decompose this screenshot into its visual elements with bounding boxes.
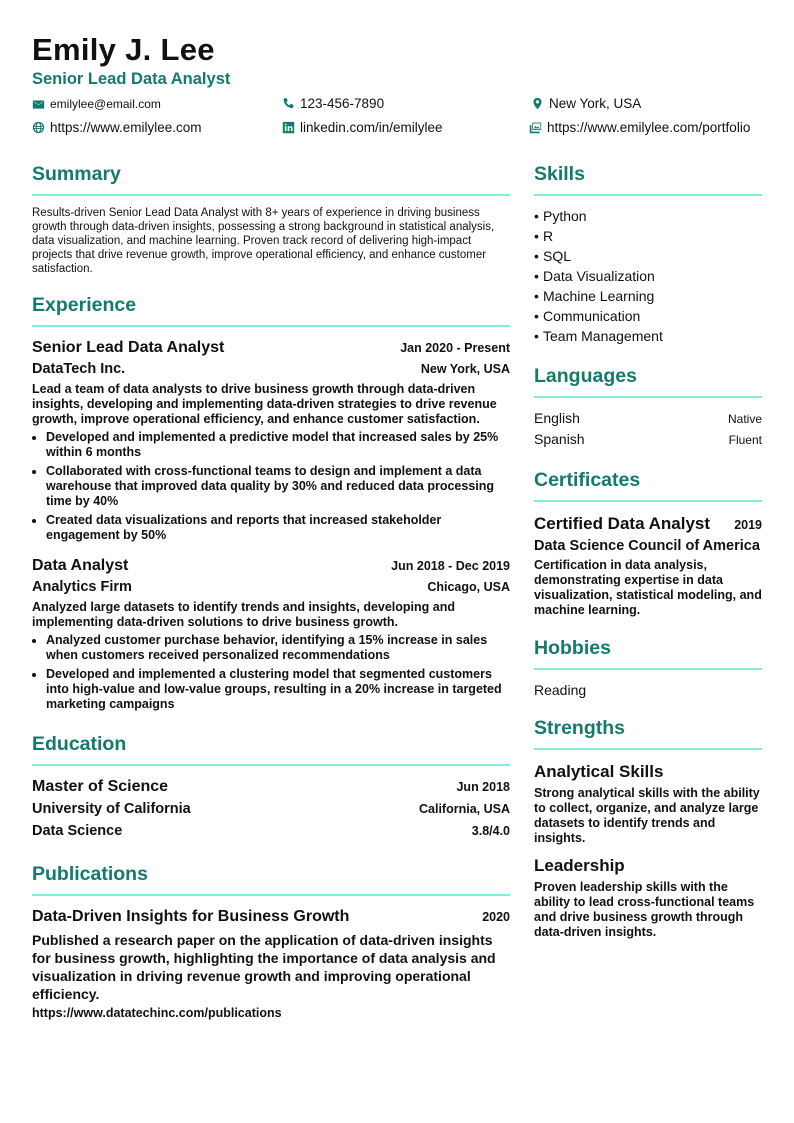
language-level: Fluent <box>728 433 762 447</box>
strength-title: Analytical Skills <box>534 762 664 781</box>
hobbies-heading: Hobbies <box>534 637 611 659</box>
list-item: • Collaborated with cross-functional teams to design and implement a data warehouse that improved data quality by 30% and reduced data processing time by 40% <box>46 464 510 509</box>
languages-section <box>534 362 762 450</box>
envelope-icon <box>32 98 45 111</box>
language-item <box>534 429 762 450</box>
strength-description: Proven leadership skills with the ability to lead cross-functional teams and drive business growth through data-driven insights. <box>534 880 755 939</box>
globe-icon <box>32 121 45 134</box>
certificate-year: 2019 <box>734 518 762 532</box>
education-heading: Education <box>32 733 127 755</box>
publication-title: Data-Driven Insights for Business Growth <box>32 908 350 925</box>
skill-item: • Data Visualization <box>534 268 655 284</box>
contact-linkedin[interactable] <box>282 120 443 135</box>
job-location: Chicago, USA <box>427 580 510 594</box>
edu-degree: Master of Science <box>32 778 169 795</box>
job-achievements <box>32 633 510 712</box>
job-entry <box>32 555 510 712</box>
section-divider <box>534 194 762 196</box>
section-divider <box>534 500 762 502</box>
skills-heading: Skills <box>534 163 585 185</box>
section-divider <box>534 748 762 750</box>
experience-section <box>32 291 510 712</box>
edu-school: University of California <box>32 801 191 817</box>
summary-heading: Summary <box>32 163 121 185</box>
skill-item: • Communication <box>534 308 641 324</box>
list-item: • Analyzed customer purchase behavior, identifying a 15% increase in sales when customers received personalized recommendations <box>46 633 510 663</box>
contact-email-text: emilylee@email.com <box>50 97 161 111</box>
contact-website-text: https://www.emilylee.com <box>50 120 202 135</box>
candidate-name: Emily J. Lee <box>32 32 215 67</box>
phone-icon <box>282 97 295 110</box>
section-divider <box>32 325 510 327</box>
skill-item: • SQL <box>534 248 572 264</box>
strength-title: Leadership <box>534 856 625 875</box>
section-divider <box>32 894 510 896</box>
publication-link[interactable]: https://www.datatechinc.com/publications <box>32 1006 282 1020</box>
job-dates: Jun 2018 - Dec 2019 <box>391 559 510 573</box>
list-item: • Developed and implemented a clustering model that segmented customers into high-value and low-value groups, resulting in a 20% increase in targeted marketing campaigns <box>46 667 510 712</box>
edu-gpa: 3.8/4.0 <box>471 824 510 838</box>
contact-info <box>32 97 770 147</box>
certificates-section <box>534 466 762 618</box>
summary-section <box>32 160 510 276</box>
contact-phone[interactable] <box>282 96 384 111</box>
list-item: • Created data visualizations and reports that increased stakeholder engagement by 50% <box>46 513 510 543</box>
map-pin-icon <box>531 97 544 110</box>
skill-item: • R <box>534 228 554 244</box>
candidate-title: Senior Lead Data Analyst <box>32 70 231 88</box>
resume-header <box>32 30 770 147</box>
education-section <box>32 730 510 842</box>
languages-heading: Languages <box>534 365 637 387</box>
hobby-item: Reading <box>534 682 587 698</box>
publication-year: 2020 <box>482 910 510 924</box>
job-description: Analyzed large datasets to identify trends and insights, developing and implementing data-driven solutions to drive business growth. <box>32 600 455 629</box>
skill-item: • Python <box>534 208 587 224</box>
contact-email[interactable] <box>32 97 161 111</box>
contact-website[interactable] <box>32 120 202 135</box>
language-level: Native <box>727 412 762 426</box>
section-divider <box>534 668 762 670</box>
job-location: New York, USA <box>420 362 510 376</box>
language-name: Spanish <box>534 431 585 447</box>
right-column <box>534 160 762 940</box>
strengths-heading: Strengths <box>534 717 626 739</box>
edu-location: California, USA <box>419 802 510 816</box>
language-name: English <box>534 410 580 426</box>
skill-item: • Team Management <box>534 328 663 344</box>
job-achievements <box>32 430 510 543</box>
skills-section <box>534 160 762 346</box>
experience-heading: Experience <box>32 294 137 316</box>
strengths-section <box>534 714 762 940</box>
contact-location-text: New York, USA <box>549 96 642 111</box>
contact-portfolio-text: https://www.emilylee.com/portfolio <box>547 120 751 135</box>
linkedin-icon <box>282 121 295 134</box>
contact-portfolio[interactable] <box>529 120 750 135</box>
section-divider <box>534 396 762 398</box>
contact-phone-text: 123-456-7890 <box>300 96 385 111</box>
edu-field: Data Science <box>32 823 123 839</box>
left-column <box>32 160 510 1020</box>
job-description: Lead a team of data analysts to drive business growth through data-driven insights, developing and implementing data-driven strategies to drive revenue growth, improve operational efficiency, and enhance customer satisfaction. <box>32 382 497 426</box>
publication-description: Published a research paper on the application of data-driven insights for business growth, highlighting the importance of data analysis and visualization in driving revenue growth and improving operational efficiency. <box>32 932 496 1002</box>
hobbies-section <box>534 634 762 700</box>
image-gallery-icon <box>529 121 542 134</box>
job-title: Data Analyst <box>32 557 129 574</box>
skill-item: • Machine Learning <box>534 288 655 304</box>
contact-linkedin-text: linkedin.com/in/emilylee <box>300 120 443 135</box>
certificate-title: Certified Data Analyst <box>534 514 711 533</box>
certificate-description: Certification in data analysis, demonstrating expertise in data visualization, statistical modeling, and machine learning. <box>534 558 762 617</box>
edu-date: Jun 2018 <box>456 780 510 794</box>
list-item: • Developed and implemented a predictive model that increased sales by 25% within 6 months <box>46 430 510 460</box>
summary-text: Results-driven Senior Lead Data Analyst with 8+ years of experience in driving business growth through data-driven insights, possessing a strong background in statistical analysis, data visualization, and machine learning. Proven track record of delivering high-impact projects that drive revenue growth, improve operational efficiency, and enhance customer satisfaction. <box>32 207 495 275</box>
language-item <box>534 408 762 429</box>
job-company: Analytics Firm <box>32 579 132 595</box>
strength-description: Strong analytical skills with the ability to collect, organize, and analyze large datasets to identify trends and insights. <box>534 786 760 845</box>
contact-location <box>531 96 641 111</box>
section-divider <box>32 764 510 766</box>
publications-heading: Publications <box>32 863 148 885</box>
job-entry <box>32 337 510 543</box>
certificate-issuer: Data Science Council of America <box>534 538 760 554</box>
section-divider <box>32 194 510 196</box>
job-title: Senior Lead Data Analyst <box>32 339 225 356</box>
publications-section <box>32 860 510 1020</box>
job-dates: Jan 2020 - Present <box>400 341 510 355</box>
job-company: DataTech Inc. <box>32 361 126 377</box>
certificates-heading: Certificates <box>534 469 641 491</box>
